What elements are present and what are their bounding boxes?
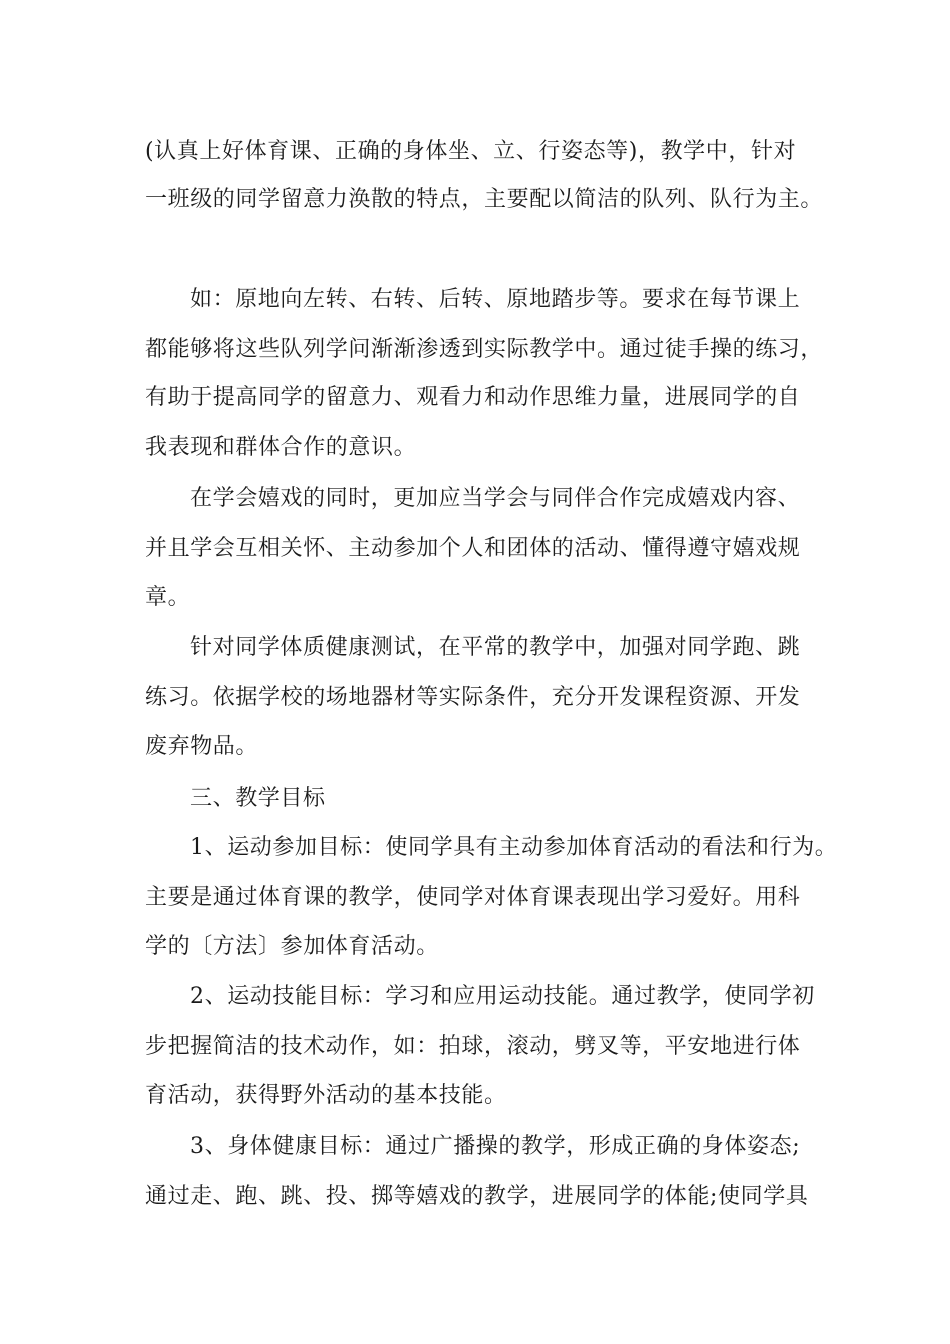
paragraph-line: 2、运动技能目标：学习和应用运动技能。通过教学，使同学初 xyxy=(190,984,815,1009)
paragraph-line: 针对同学体质健康测试，在平常的教学中，加强对同学跑、跳 xyxy=(190,635,801,660)
text-line: 有助于提高同学的留意力、观看力和动作思维力量，进展同学的自 xyxy=(145,385,801,410)
section-heading: 三、教学目标 xyxy=(190,786,326,811)
text-line: 一班级的同学留意力涣散的特点，主要配以简洁的队列、队行为主。 xyxy=(145,187,824,212)
text-line: 并且学会互相关怀、主动参加个人和团体的活动、懂得遵守嬉戏规 xyxy=(145,536,801,561)
text-line: 通过走、跑、跳、投、掷等嬉戏的教学，进展同学的体能;使同学具 xyxy=(145,1184,809,1209)
text-line: 步把握简洁的技术动作，如：拍球，滚动，劈叉等，平安地进行体 xyxy=(145,1034,801,1059)
text-line: 育活动，获得野外活动的基本技能。 xyxy=(145,1083,507,1108)
paragraph-line: 如：原地向左转、右转、后转、原地踏步等。要求在每节课上 xyxy=(190,287,801,312)
text-line: 都能够将这些队列学问渐渐渗透到实际教学中。通过徒手操的练习， xyxy=(145,337,824,362)
text-line: 学的〔方法〕参加体育活动。 xyxy=(145,934,439,959)
paragraph-line: 3、身体健康目标：通过广播操的教学，形成正确的身体姿态; xyxy=(190,1134,801,1159)
paragraph-line: 在学会嬉戏的同时，更加应当学会与同伴合作完成嬉戏内容、 xyxy=(190,486,801,511)
text-line: 练习。依据学校的场地器材等实际条件，充分开发课程资源、开发 xyxy=(145,685,801,710)
text-line: 我表现和群体合作的意识。 xyxy=(145,435,417,460)
text-line: (认真上好体育课、正确的身体坐、立、行姿态等)，教学中，针对 xyxy=(145,139,797,164)
text-line: 章。 xyxy=(145,585,191,610)
paragraph-line: 1、运动参加目标：使同学具有主动参加体育活动的看法和行为。 xyxy=(190,835,838,860)
text-line: 主要是通过体育课的教学，使同学对体育课表现出学习爱好。用科 xyxy=(145,885,801,910)
text-line: 废弃物品。 xyxy=(145,734,259,759)
